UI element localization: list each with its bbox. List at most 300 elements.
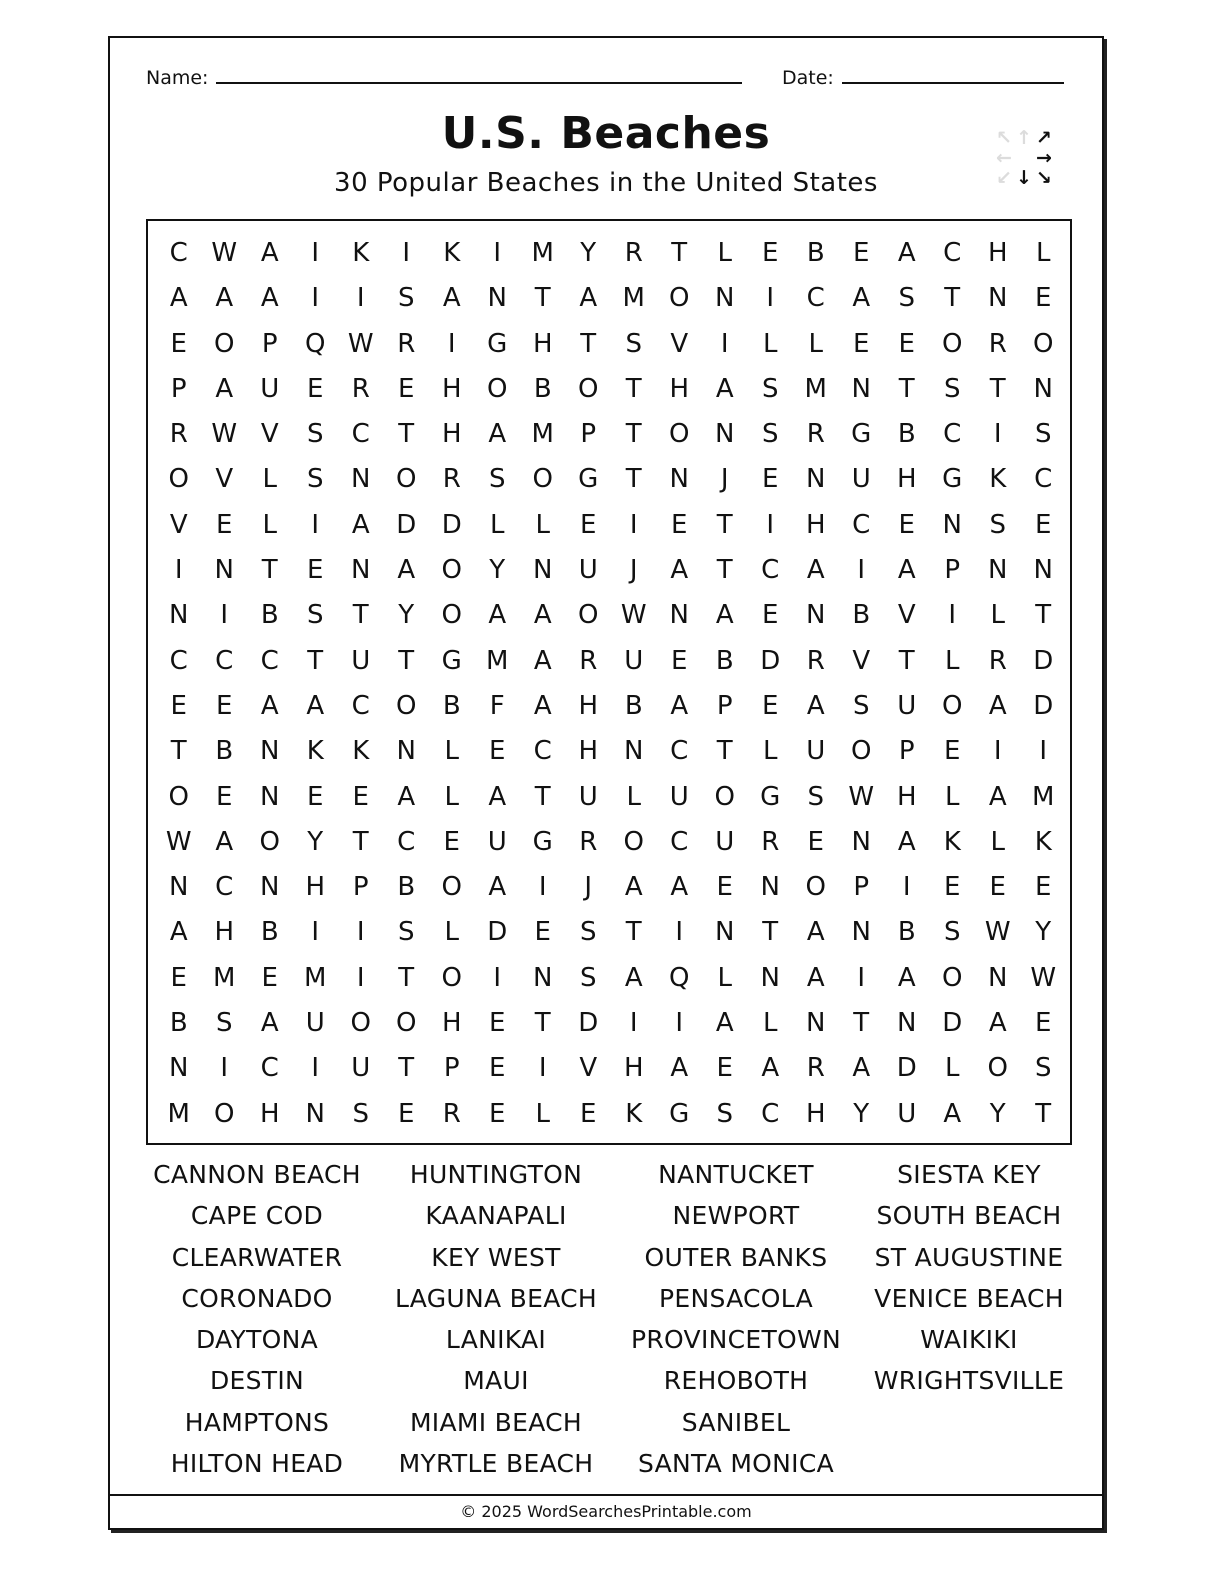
- grid-cell[interactable]: U: [715, 826, 735, 857]
- grid-cell[interactable]: E: [944, 872, 961, 903]
- grid-cell[interactable]: D: [760, 645, 781, 676]
- grid-cell[interactable]: S: [625, 328, 642, 359]
- grid-cell[interactable]: O: [669, 419, 690, 450]
- grid-cell[interactable]: C: [806, 283, 825, 314]
- grid-cell[interactable]: E: [307, 781, 324, 812]
- grid-cell[interactable]: I: [902, 872, 911, 903]
- grid-cell[interactable]: A: [488, 781, 507, 812]
- grid-cell[interactable]: V: [670, 328, 689, 359]
- grid-cell[interactable]: O: [532, 464, 553, 495]
- grid-cell[interactable]: R: [351, 373, 370, 404]
- grid-cell[interactable]: A: [351, 509, 370, 540]
- grid-cell[interactable]: R: [988, 645, 1007, 676]
- grid-cell[interactable]: E: [716, 872, 733, 903]
- grid-cell[interactable]: N: [169, 1053, 189, 1084]
- grid-cell[interactable]: I: [720, 328, 729, 359]
- grid-cell[interactable]: P: [443, 1053, 460, 1084]
- grid-cell[interactable]: N: [1033, 555, 1053, 586]
- grid-cell[interactable]: I: [538, 872, 547, 903]
- grid-cell[interactable]: L: [990, 826, 1005, 857]
- grid-cell[interactable]: H: [441, 419, 462, 450]
- grid-cell[interactable]: A: [169, 283, 188, 314]
- grid-cell[interactable]: P: [170, 373, 187, 404]
- grid-cell[interactable]: L: [808, 328, 823, 359]
- grid-cell[interactable]: O: [168, 781, 189, 812]
- grid-cell[interactable]: H: [805, 509, 826, 540]
- grid-cell[interactable]: E: [762, 690, 779, 721]
- grid-cell[interactable]: T: [352, 826, 369, 857]
- grid-cell[interactable]: N: [897, 1008, 917, 1039]
- grid-cell[interactable]: O: [441, 555, 462, 586]
- grid-cell[interactable]: H: [214, 917, 235, 948]
- grid-cell[interactable]: A: [852, 283, 871, 314]
- grid-cell[interactable]: S: [761, 419, 779, 450]
- grid-cell[interactable]: N: [396, 736, 416, 767]
- grid-cell[interactable]: T: [625, 917, 642, 948]
- grid-cell[interactable]: A: [488, 419, 507, 450]
- grid-cell[interactable]: O: [259, 826, 280, 857]
- grid-cell[interactable]: E: [307, 555, 324, 586]
- grid-cell[interactable]: W: [211, 238, 238, 268]
- grid-cell[interactable]: K: [443, 238, 461, 268]
- grid-cell[interactable]: H: [441, 1008, 462, 1039]
- grid-cell[interactable]: B: [806, 238, 825, 268]
- grid-cell[interactable]: S: [943, 917, 961, 948]
- grid-cell[interactable]: A: [670, 872, 689, 903]
- grid-cell[interactable]: O: [441, 962, 462, 993]
- grid-cell[interactable]: U: [578, 781, 598, 812]
- grid-cell[interactable]: V: [852, 645, 871, 676]
- grid-cell[interactable]: B: [260, 917, 279, 948]
- grid-cell[interactable]: T: [534, 283, 551, 314]
- grid-cell[interactable]: E: [1035, 509, 1052, 540]
- grid-cell[interactable]: O: [578, 373, 599, 404]
- grid-cell[interactable]: E: [1035, 1008, 1052, 1039]
- grid-cell[interactable]: P: [352, 872, 369, 903]
- grid-cell[interactable]: B: [260, 600, 279, 631]
- grid-cell[interactable]: N: [988, 962, 1008, 993]
- grid-cell[interactable]: E: [580, 509, 597, 540]
- grid-cell[interactable]: C: [533, 736, 552, 767]
- grid-cell[interactable]: L: [262, 464, 277, 495]
- grid-cell[interactable]: N: [851, 826, 871, 857]
- grid-cell[interactable]: E: [443, 826, 460, 857]
- grid-cell[interactable]: N: [487, 283, 507, 314]
- grid-cell[interactable]: I: [857, 555, 866, 586]
- grid-cell[interactable]: S: [215, 1008, 233, 1039]
- grid-cell[interactable]: C: [215, 645, 234, 676]
- grid-cell[interactable]: V: [260, 419, 279, 450]
- grid-cell[interactable]: L: [763, 1008, 778, 1039]
- grid-cell[interactable]: C: [1034, 464, 1053, 495]
- grid-cell[interactable]: E: [671, 645, 688, 676]
- grid-cell[interactable]: O: [987, 1053, 1008, 1084]
- grid-cell[interactable]: R: [169, 419, 188, 450]
- grid-cell[interactable]: I: [629, 1008, 638, 1039]
- grid-cell[interactable]: G: [851, 419, 872, 450]
- grid-cell[interactable]: I: [675, 917, 684, 948]
- grid-cell[interactable]: Y: [307, 826, 324, 857]
- grid-cell[interactable]: R: [761, 826, 780, 857]
- grid-cell[interactable]: E: [898, 328, 915, 359]
- grid-cell[interactable]: P: [261, 328, 278, 359]
- grid-cell[interactable]: G: [760, 781, 781, 812]
- grid-cell[interactable]: O: [669, 283, 690, 314]
- grid-cell[interactable]: O: [805, 872, 826, 903]
- grid-cell[interactable]: S: [352, 1098, 369, 1129]
- grid-cell[interactable]: A: [533, 600, 552, 631]
- grid-cell[interactable]: L: [444, 736, 459, 767]
- grid-cell[interactable]: D: [396, 509, 417, 540]
- grid-cell[interactable]: A: [169, 917, 188, 948]
- grid-cell[interactable]: K: [625, 1098, 643, 1129]
- grid-cell[interactable]: E: [762, 238, 779, 268]
- grid-cell[interactable]: C: [260, 1053, 279, 1084]
- grid-cell[interactable]: T: [170, 736, 187, 767]
- grid-cell[interactable]: I: [493, 962, 502, 993]
- grid-cell[interactable]: E: [853, 328, 870, 359]
- grid-cell[interactable]: P: [716, 690, 733, 721]
- grid-cell[interactable]: I: [402, 238, 411, 268]
- grid-cell[interactable]: C: [852, 509, 871, 540]
- grid-cell[interactable]: D: [942, 1008, 963, 1039]
- grid-cell[interactable]: L: [444, 917, 459, 948]
- grid-cell[interactable]: O: [623, 826, 644, 857]
- date-blank-line[interactable]: [842, 64, 1064, 84]
- grid-cell[interactable]: M: [304, 962, 327, 993]
- grid-cell[interactable]: O: [942, 690, 963, 721]
- grid-cell[interactable]: A: [488, 600, 507, 631]
- grid-cell[interactable]: I: [1039, 736, 1048, 767]
- grid-cell[interactable]: A: [624, 962, 643, 993]
- grid-cell[interactable]: V: [169, 509, 188, 540]
- grid-cell[interactable]: E: [762, 464, 779, 495]
- grid-cell[interactable]: T: [580, 328, 597, 359]
- grid-cell[interactable]: B: [897, 917, 916, 948]
- grid-cell[interactable]: P: [580, 419, 597, 450]
- grid-cell[interactable]: M: [531, 238, 554, 268]
- grid-cell[interactable]: V: [897, 600, 916, 631]
- grid-cell[interactable]: O: [214, 1098, 235, 1129]
- grid-cell[interactable]: S: [898, 283, 915, 314]
- grid-cell[interactable]: E: [170, 328, 187, 359]
- grid-cell[interactable]: W: [984, 917, 1011, 948]
- grid-cell[interactable]: M: [167, 1098, 190, 1129]
- grid-cell[interactable]: W: [165, 826, 192, 857]
- grid-cell[interactable]: U: [669, 781, 689, 812]
- grid-cell[interactable]: F: [489, 690, 505, 721]
- grid-cell[interactable]: N: [715, 419, 735, 450]
- grid-cell[interactable]: B: [715, 645, 734, 676]
- grid-cell[interactable]: M: [486, 645, 509, 676]
- grid-cell[interactable]: W: [347, 328, 374, 359]
- grid-cell[interactable]: T: [398, 962, 415, 993]
- grid-cell[interactable]: A: [897, 962, 916, 993]
- grid-cell[interactable]: S: [397, 917, 415, 948]
- grid-cell[interactable]: B: [397, 872, 416, 903]
- grid-cell[interactable]: C: [761, 555, 780, 586]
- grid-cell[interactable]: T: [898, 373, 915, 404]
- grid-cell[interactable]: O: [851, 736, 872, 767]
- grid-cell[interactable]: A: [397, 555, 416, 586]
- grid-cell[interactable]: Q: [305, 328, 326, 359]
- grid-cell[interactable]: A: [761, 1053, 780, 1084]
- grid-cell[interactable]: A: [215, 826, 234, 857]
- grid-cell[interactable]: A: [988, 781, 1007, 812]
- grid-cell[interactable]: L: [535, 509, 550, 540]
- grid-cell[interactable]: T: [853, 1008, 870, 1039]
- grid-cell[interactable]: S: [761, 373, 779, 404]
- grid-cell[interactable]: E: [261, 962, 278, 993]
- grid-cell[interactable]: N: [760, 872, 780, 903]
- grid-cell[interactable]: D: [1033, 645, 1054, 676]
- grid-cell[interactable]: T: [398, 645, 415, 676]
- grid-cell[interactable]: A: [260, 1008, 279, 1039]
- grid-cell[interactable]: D: [1033, 690, 1054, 721]
- grid-cell[interactable]: B: [215, 736, 234, 767]
- grid-cell[interactable]: C: [351, 419, 370, 450]
- grid-cell[interactable]: C: [260, 645, 279, 676]
- grid-cell[interactable]: T: [625, 419, 642, 450]
- grid-cell[interactable]: E: [580, 1098, 597, 1129]
- grid-cell[interactable]: S: [1034, 1053, 1052, 1084]
- grid-cell[interactable]: I: [993, 419, 1002, 450]
- grid-cell[interactable]: I: [629, 509, 638, 540]
- grid-cell[interactable]: N: [942, 509, 962, 540]
- grid-cell[interactable]: I: [174, 555, 183, 586]
- grid-cell[interactable]: Y: [1035, 917, 1052, 948]
- grid-cell[interactable]: H: [669, 373, 690, 404]
- grid-cell[interactable]: L: [444, 781, 459, 812]
- grid-cell[interactable]: U: [578, 555, 598, 586]
- grid-cell[interactable]: E: [671, 509, 688, 540]
- grid-cell[interactable]: K: [1034, 826, 1052, 857]
- grid-cell[interactable]: C: [397, 826, 416, 857]
- grid-cell[interactable]: N: [214, 555, 234, 586]
- grid-cell[interactable]: H: [896, 464, 917, 495]
- grid-cell[interactable]: E: [489, 1098, 506, 1129]
- grid-cell[interactable]: T: [716, 736, 733, 767]
- grid-cell[interactable]: I: [493, 238, 502, 268]
- grid-cell[interactable]: R: [579, 826, 598, 857]
- grid-cell[interactable]: O: [396, 464, 417, 495]
- grid-cell[interactable]: H: [896, 781, 917, 812]
- grid-cell[interactable]: E: [170, 690, 187, 721]
- grid-cell[interactable]: E: [898, 509, 915, 540]
- grid-cell[interactable]: N: [669, 600, 689, 631]
- grid-cell[interactable]: O: [487, 373, 508, 404]
- grid-cell[interactable]: E: [216, 509, 233, 540]
- grid-cell[interactable]: N: [624, 736, 644, 767]
- grid-cell[interactable]: E: [1035, 872, 1052, 903]
- grid-cell[interactable]: H: [578, 736, 599, 767]
- grid-cell[interactable]: E: [944, 736, 961, 767]
- grid-cell[interactable]: U: [851, 464, 871, 495]
- grid-cell[interactable]: Y: [489, 555, 506, 586]
- grid-cell[interactable]: C: [670, 826, 689, 857]
- grid-cell[interactable]: N: [760, 962, 780, 993]
- grid-cell[interactable]: M: [1032, 781, 1055, 812]
- grid-cell[interactable]: C: [670, 736, 689, 767]
- grid-cell[interactable]: D: [578, 1008, 599, 1039]
- grid-cell[interactable]: J: [720, 464, 729, 495]
- grid-cell[interactable]: E: [398, 373, 415, 404]
- grid-cell[interactable]: A: [988, 1008, 1007, 1039]
- grid-cell[interactable]: N: [260, 781, 280, 812]
- grid-cell[interactable]: B: [897, 419, 916, 450]
- grid-cell[interactable]: G: [578, 464, 599, 495]
- grid-cell[interactable]: A: [897, 555, 916, 586]
- grid-cell[interactable]: I: [220, 600, 229, 631]
- grid-cell[interactable]: A: [897, 826, 916, 857]
- grid-cell[interactable]: I: [857, 962, 866, 993]
- grid-cell[interactable]: O: [942, 962, 963, 993]
- grid-cell[interactable]: A: [806, 962, 825, 993]
- grid-cell[interactable]: U: [351, 645, 371, 676]
- grid-cell[interactable]: A: [488, 872, 507, 903]
- grid-cell[interactable]: A: [306, 690, 325, 721]
- grid-cell[interactable]: T: [352, 600, 369, 631]
- grid-cell[interactable]: T: [398, 419, 415, 450]
- grid-cell[interactable]: S: [852, 690, 870, 721]
- grid-cell[interactable]: T: [989, 373, 1006, 404]
- grid-cell[interactable]: E: [534, 917, 551, 948]
- grid-cell[interactable]: P: [944, 555, 961, 586]
- grid-cell[interactable]: N: [169, 872, 189, 903]
- grid-cell[interactable]: H: [623, 1053, 644, 1084]
- grid-cell[interactable]: L: [717, 962, 732, 993]
- grid-cell[interactable]: E: [170, 962, 187, 993]
- grid-cell[interactable]: E: [716, 1053, 733, 1084]
- grid-cell[interactable]: A: [943, 1098, 962, 1129]
- grid-cell[interactable]: B: [533, 373, 552, 404]
- grid-cell[interactable]: N: [533, 962, 553, 993]
- grid-cell[interactable]: S: [579, 962, 597, 993]
- grid-cell[interactable]: T: [671, 238, 688, 268]
- grid-cell[interactable]: I: [311, 917, 320, 948]
- grid-cell[interactable]: C: [169, 645, 188, 676]
- grid-cell[interactable]: G: [942, 464, 963, 495]
- grid-cell[interactable]: A: [260, 283, 279, 314]
- grid-cell[interactable]: W: [1030, 962, 1057, 993]
- grid-cell[interactable]: S: [989, 509, 1006, 540]
- grid-cell[interactable]: H: [305, 872, 326, 903]
- grid-cell[interactable]: M: [531, 419, 554, 450]
- grid-cell[interactable]: K: [352, 736, 370, 767]
- grid-cell[interactable]: O: [396, 690, 417, 721]
- grid-cell[interactable]: N: [715, 283, 735, 314]
- grid-cell[interactable]: N: [260, 872, 280, 903]
- grid-cell[interactable]: N: [715, 917, 735, 948]
- grid-cell[interactable]: A: [852, 1053, 871, 1084]
- grid-cell[interactable]: A: [670, 690, 689, 721]
- grid-cell[interactable]: H: [441, 373, 462, 404]
- grid-cell[interactable]: L: [626, 781, 641, 812]
- grid-cell[interactable]: K: [989, 464, 1007, 495]
- grid-cell[interactable]: C: [169, 238, 188, 268]
- grid-cell[interactable]: A: [806, 917, 825, 948]
- grid-cell[interactable]: E: [352, 781, 369, 812]
- grid-cell[interactable]: H: [578, 690, 599, 721]
- grid-cell[interactable]: N: [988, 283, 1008, 314]
- grid-cell[interactable]: E: [216, 781, 233, 812]
- grid-cell[interactable]: S: [488, 464, 506, 495]
- grid-cell[interactable]: E: [807, 826, 824, 857]
- grid-cell[interactable]: I: [993, 736, 1002, 767]
- grid-cell[interactable]: G: [487, 328, 508, 359]
- grid-cell[interactable]: T: [1035, 1098, 1052, 1129]
- grid-cell[interactable]: A: [215, 283, 234, 314]
- grid-cell[interactable]: I: [538, 1053, 547, 1084]
- grid-cell[interactable]: S: [716, 1098, 733, 1129]
- grid-cell[interactable]: E: [398, 1098, 415, 1129]
- grid-cell[interactable]: N: [169, 600, 189, 631]
- grid-cell[interactable]: N: [988, 555, 1008, 586]
- grid-cell[interactable]: N: [806, 600, 826, 631]
- grid-cell[interactable]: I: [948, 600, 957, 631]
- grid-cell[interactable]: R: [624, 238, 643, 268]
- grid-cell[interactable]: I: [447, 328, 456, 359]
- grid-cell[interactable]: B: [624, 690, 643, 721]
- grid-cell[interactable]: I: [675, 1008, 684, 1039]
- grid-cell[interactable]: S: [306, 419, 324, 450]
- grid-cell[interactable]: I: [311, 509, 320, 540]
- grid-cell[interactable]: C: [351, 690, 370, 721]
- grid-cell[interactable]: L: [490, 509, 505, 540]
- grid-cell[interactable]: T: [1035, 600, 1052, 631]
- grid-cell[interactable]: N: [351, 464, 371, 495]
- grid-cell[interactable]: G: [669, 1098, 690, 1129]
- grid-cell[interactable]: S: [943, 373, 961, 404]
- grid-cell[interactable]: O: [578, 600, 599, 631]
- grid-cell[interactable]: I: [356, 917, 365, 948]
- grid-cell[interactable]: I: [356, 962, 365, 993]
- grid-cell[interactable]: A: [260, 238, 279, 268]
- grid-cell[interactable]: T: [716, 509, 733, 540]
- grid-cell[interactable]: E: [216, 690, 233, 721]
- grid-cell[interactable]: W: [848, 781, 875, 812]
- grid-cell[interactable]: E: [489, 1053, 506, 1084]
- grid-cell[interactable]: O: [168, 464, 189, 495]
- grid-cell[interactable]: A: [715, 1008, 734, 1039]
- grid-cell[interactable]: A: [806, 690, 825, 721]
- grid-cell[interactable]: R: [397, 328, 416, 359]
- grid-cell[interactable]: D: [441, 509, 462, 540]
- grid-cell[interactable]: H: [532, 328, 553, 359]
- grid-cell[interactable]: A: [806, 555, 825, 586]
- grid-cell[interactable]: L: [763, 328, 778, 359]
- grid-cell[interactable]: A: [670, 1053, 689, 1084]
- grid-cell[interactable]: L: [1036, 238, 1051, 268]
- grid-cell[interactable]: U: [806, 736, 826, 767]
- grid-cell[interactable]: U: [351, 1053, 371, 1084]
- grid-cell[interactable]: T: [534, 781, 551, 812]
- grid-cell[interactable]: C: [943, 238, 962, 268]
- grid-cell[interactable]: T: [307, 645, 324, 676]
- grid-cell[interactable]: S: [306, 464, 324, 495]
- grid-cell[interactable]: N: [260, 736, 280, 767]
- grid-cell[interactable]: B: [852, 600, 871, 631]
- grid-cell[interactable]: D: [487, 917, 508, 948]
- grid-cell[interactable]: A: [897, 238, 916, 268]
- grid-cell[interactable]: N: [305, 1098, 325, 1129]
- grid-cell[interactable]: K: [943, 826, 961, 857]
- grid-cell[interactable]: O: [942, 328, 963, 359]
- grid-cell[interactable]: M: [213, 962, 236, 993]
- grid-cell[interactable]: W: [211, 419, 238, 450]
- grid-cell[interactable]: E: [762, 600, 779, 631]
- grid-cell[interactable]: C: [215, 872, 234, 903]
